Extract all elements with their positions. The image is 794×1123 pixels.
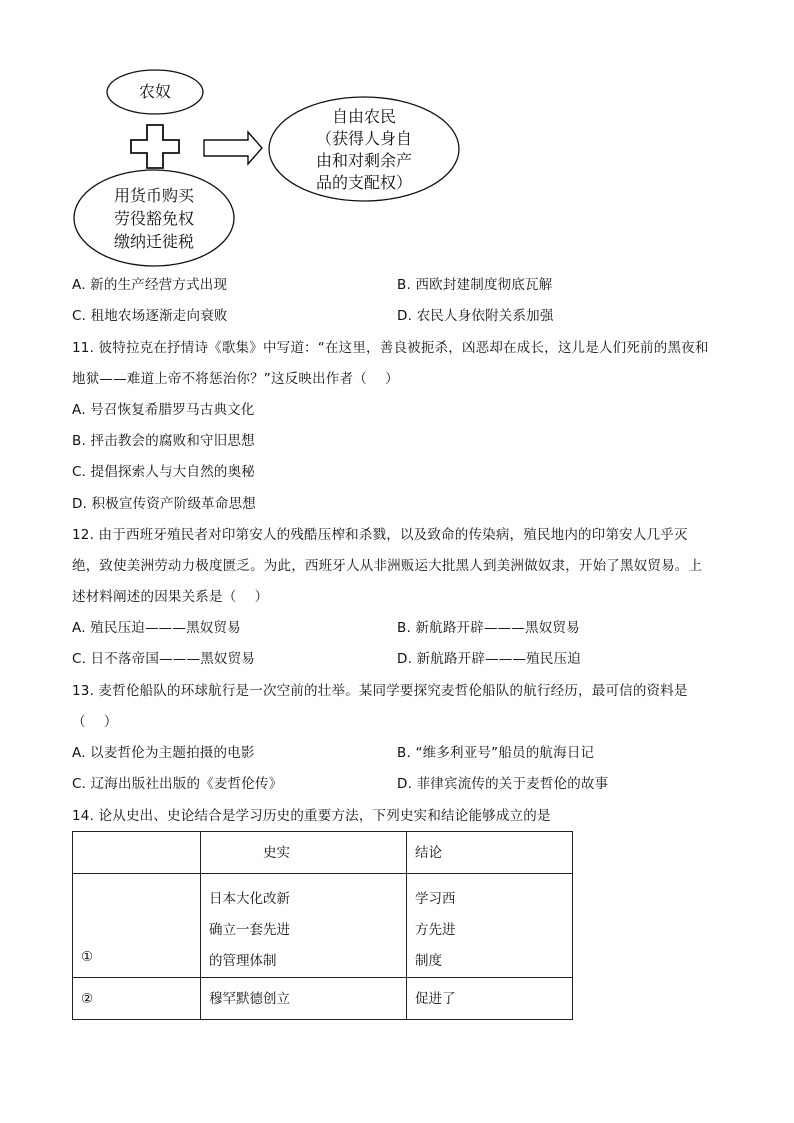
row2-conclusion: 促进了 xyxy=(415,991,456,1007)
q12-option-b: B. 新航路开辟———黑奴贸易 xyxy=(397,620,580,636)
q12-option-d: D. 新航路开辟———殖民压迫 xyxy=(397,651,581,667)
serf-label: 农奴 xyxy=(138,82,171,101)
table-header-cell-fact xyxy=(201,832,407,874)
q12-option-a: A. 殖民压迫———黑奴贸易 xyxy=(72,620,241,636)
table-cell-number xyxy=(73,874,201,978)
row1-number: ① xyxy=(81,949,94,965)
condition-line: 用货币购买 xyxy=(113,186,194,205)
row1-fact-line: 的管理体制 xyxy=(209,953,277,969)
q14-stem: 14. 论从史出、史论结合是学习历史的重要方法，下列史实和结论能够成立的是 xyxy=(72,808,551,824)
result-line: （获得人身自 xyxy=(315,129,412,148)
q11-option-d: D. 积极宣传资产阶级革命思想 xyxy=(72,496,256,512)
table-header-row xyxy=(73,832,573,874)
table-cell-conclusion xyxy=(407,874,573,978)
plus-icon xyxy=(131,125,179,168)
row1-conclusion xyxy=(407,874,572,977)
row1-conclusion-line: 制度 xyxy=(415,953,442,969)
q13-option-a: A. 以麦哲伦为主题拍摄的电影 xyxy=(72,745,255,761)
q10-option-a: A. 新的生产经营方式出现 xyxy=(72,277,228,293)
q13-option-c: C. 辽海出版社出版的《麦哲伦传》 xyxy=(72,776,283,792)
row1-conclusion-line: 方先进 xyxy=(415,922,456,938)
conditions-text xyxy=(84,184,224,253)
arrow-right-icon xyxy=(204,132,262,164)
q12-stem-line1: 12. 由于西班牙殖民者对印第安人的残酷压榨和杀戮，以及致命的传染病，殖民地内的印第安人几乎灭 xyxy=(72,527,688,543)
header-fact-label: 史实 xyxy=(263,845,290,861)
q10-option-d: D. 农民人身依附关系加强 xyxy=(397,308,554,324)
row1-conclusion-line: 学习西 xyxy=(415,891,456,907)
q10-option-b: B. 西欧封建制度彻底瓦解 xyxy=(397,277,553,293)
row2-fact: 穆罕默德创立 xyxy=(209,991,290,1007)
table-row xyxy=(73,874,573,978)
q11-option-b: B. 抨击教会的腐败和守旧思想 xyxy=(72,433,255,449)
condition-line: 缴纳迁徙税 xyxy=(113,232,194,251)
q12-option-c: C. 日不落帝国———黑奴贸易 xyxy=(72,651,256,667)
row2-number: ② xyxy=(81,991,94,1007)
q11-option-c: C. 提倡探索人与大自然的奥秘 xyxy=(72,464,256,480)
row1-fact-line: 日本大化改新 xyxy=(209,891,290,907)
header-conclusion-label: 结论 xyxy=(415,845,442,861)
table-row xyxy=(73,978,573,1020)
q11-option-a: A. 号召恢复希腊罗马古典文化 xyxy=(72,402,255,418)
row1-fact-line: 确立一套先进 xyxy=(209,922,290,938)
table-cell-conclusion xyxy=(407,978,573,1020)
q11-stem-line2: 地狱——难道上帝不将惩治你？”这反映出作者（ ） xyxy=(72,371,399,387)
q12-stem-line3: 述材料阐述的因果关系是（ ） xyxy=(72,589,269,605)
table-cell-fact xyxy=(201,978,407,1020)
condition-line: 劳役豁免权 xyxy=(113,209,194,228)
q11-stem-line1: 11. 彼特拉克在抒情诗《歌集》中写道：“在这里，善良被扼杀，凶恶却在成长，这儿是人们死前的黑夜和 xyxy=(72,340,709,356)
result-line: 自由农民 xyxy=(331,107,396,126)
result-text xyxy=(294,106,434,194)
table-cell-fact xyxy=(201,874,407,978)
q13-stem-line1: 13. 麦哲伦船队的环球航行是一次空前的壮举。某同学要探究麦哲伦船队的航行经历，最可信的资料是 xyxy=(72,683,688,699)
table-header-cell-conclusion xyxy=(407,832,573,874)
q13-option-b: B. “维多利亚号”船员的航海日记 xyxy=(397,745,595,761)
q13-option-d: D. 菲律宾流传的关于麦哲伦的故事 xyxy=(397,776,609,792)
q10-option-c: C. 租地农场逐渐走向衰败 xyxy=(72,308,228,324)
result-line: 品的支配权） xyxy=(315,173,412,192)
facts-table xyxy=(72,831,573,1020)
table-header-cell-empty xyxy=(73,832,201,874)
q13-stem-line2: （ ） xyxy=(72,714,118,730)
table-cell-number xyxy=(73,978,201,1020)
q12-stem-line2: 绝，致使美洲劳动力极度匮乏。为此，西班牙人从非洲贩运大批黑人到美洲做奴隶，开始了黑奴贸易。上 xyxy=(72,558,703,574)
result-line: 由和对剩余产 xyxy=(315,151,412,170)
row1-fact xyxy=(201,874,406,977)
